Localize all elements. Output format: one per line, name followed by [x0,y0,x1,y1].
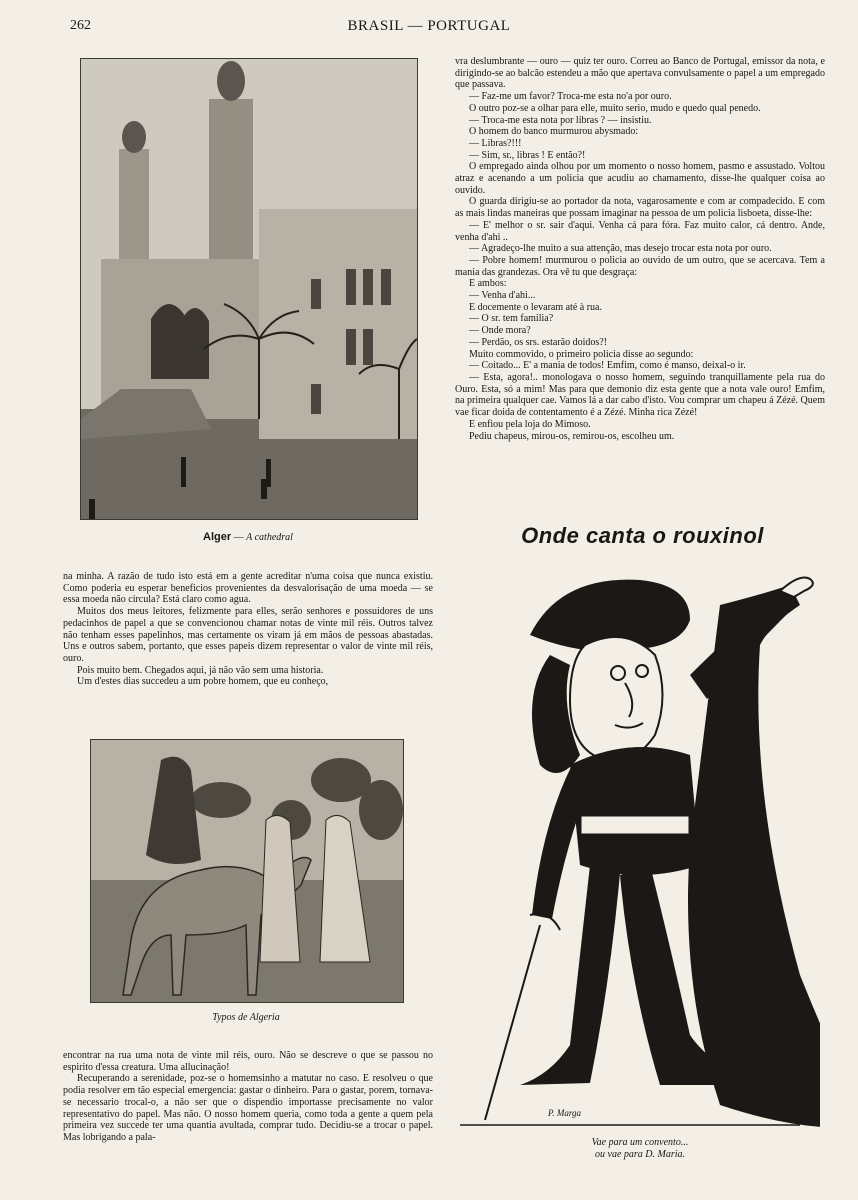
paragraph: E enfiou pela loja do Mimoso. [469,418,591,430]
page-number: 262 [70,18,91,33]
cartoon-illustration [460,565,820,1135]
paragraph: E ambos: [469,278,507,290]
cartoon-caption-line-2: ou vae para D. Maria. [595,1149,685,1160]
paragraph: encontrar na rua uma nota de vinte mil réis, ouro. Não se descreve o que se passou no espirito d'essa creatura. Uma allucinação! [63,1050,433,1073]
paragraph: — Perdão, os srs. estarão doidos?! [469,336,608,348]
cartoon-signature: P. Marga [548,1108,582,1118]
photo-typos-de-algeria [90,739,404,1003]
paragraph: — Troca-me esta nota por libras ? — insistiu. [469,114,652,126]
paragraph: — Libras?!!! [469,137,522,149]
paragraph: O homem do banco murmurou abysmado: [469,126,639,138]
paragraph: — Venha d'ahi... [469,290,536,302]
paragraph: E docemente o levaram até à rua. [469,301,602,313]
paragraph: — O sr. tem familia? [469,313,554,325]
caption-text: A cathedral [246,532,293,543]
paragraph: Pois muito bem. Chegados aqui, já não vão sem uma historia. [77,664,324,676]
cartoon-caption [520,1137,760,1161]
paragraph: — Coitado... E' a mania de todos! Emfim, como é manso, deixal-o ir. [469,360,746,372]
paragraph: — Faz-me um favor? Troca-me esta no'a por ouro. [469,91,672,103]
caption-place: Alger [203,531,232,543]
photo-alger-caption [80,531,416,543]
article-left-column-middle [63,571,433,688]
paragraph: na minha. A razão de tudo isto está em a gente acreditar n'uma coisa que nunca existiu. Como poderia eu esperar beneficios provenientes da desvalorisação de uma moeda — se essa moeda não circula? Está claro como agua. [63,571,433,606]
photo-alger-cathedral [80,58,418,520]
article-left-column-bottom [63,1050,433,1144]
paragraph: Pediu chapeus, mirou-os, remirou-os, escolheu um. [469,430,675,442]
cartoon-caption-line-1: Vae para um convento... [591,1137,689,1148]
paragraph: O guarda dirigiu-se ao portador da nota, vagarosamente e com ar compadecido. E com as mais lindas maneiras que possam imaginar na pessoa de um policia lisboeta, disse-lhe: [455,196,825,220]
paragraph: O outro poz-se a olhar para elle, muito serio, mudo e quedo qual penedo. [469,102,761,114]
caption-dash: — [231,532,247,543]
photo-typos-caption: Typos de Algeria [212,1012,280,1023]
paragraph: Muitos dos meus leitores, felizmente para elles, serão senhores e possuidores de uns pedacinhos de papel a que se convencionou chamar notas de vinte mil réis. Outros talvez não tenham esses papelinhos, mas certamente os viram já em mãos de pessoas abastadas. Uns e outros sabem, portanto, que esses papeis dizem representar o valor de vinte mil réis, ouro. [63,606,433,664]
paragraph: — Esta, agora!.. monologava o nosso homem, seguindo tranquillamente pela rua do Ouro. Esta, só a mim! Mas para que demonio diz esta gente que a nota vale ouro! Emfim, na primeira qualquer cae. Vamos lá a dar cabo d'isto. Vou comprar um chapeu á Zézé. Quem vae ficar doida de contentamento é a Zézé. Minha rica Zézé! [455,371,825,419]
cartoon-headline: Onde canta o rouxinol [521,523,764,548]
paragraph: Um d'estes dias succedeu a um pobre homem, que eu conheço, [77,676,329,688]
article-right-column [455,56,825,442]
paragraph: — Agradeço-lhe muito a sua attenção, mas desejo trocar esta nota por ouro. [469,243,772,255]
paragraph: vra deslumbrante — ouro — quiz ter ouro. Correu ao Banco de Portugal, emissor da nota, e dirigindo-se ao balcão estendeu a mão que apertava convulsamente o papel a um empregado que passava. [455,56,825,91]
paragraph: Muito commovido, o primeiro policia disse ao segundo: [469,348,694,360]
running-title: BRASIL — PORTUGAL [347,18,511,34]
paragraph: Recuperando a serenidade, poz-se o homemsinho a matutar no caso. E resolveu o que podia resolver em tão especial emergencia: gastar o dinheiro. Para o gastar, porem, tornava-se necessario trocal-o, a não ser que o dispendio importasse precisamente no valor representativo do papel. Mas não. O nosso homem queria, como toda a gente a quem pela primeira vez succede ter uma quantia avultada, comprar tudo. Decidiu-se a trocar o papel. Mas lobrigando a pala- [63,1073,433,1143]
paragraph: — E' melhor o sr. sair d'aqui. Venha cá para fóra. Faz muito calor, cá dentro. Ande, venha d'ahi .. [455,219,825,243]
paragraph: — Sim, sr., libras ! E então?! [469,149,586,161]
paragraph: — Pobre homem! murmurou o policia ao ouvido de um outro, que se acercava. Tem a mania das grandezas. Ora vê tu que desgraça: [455,254,825,278]
paragraph: O empregado ainda olhou por um momento o nosso homem, pasmo e assustado. Voltou atraz e acenando a um policia que acudiu ao chamamento, disse-lhe qualquer coisa ao ouvido. [455,161,825,196]
paragraph: — Onde mora? [469,325,531,337]
